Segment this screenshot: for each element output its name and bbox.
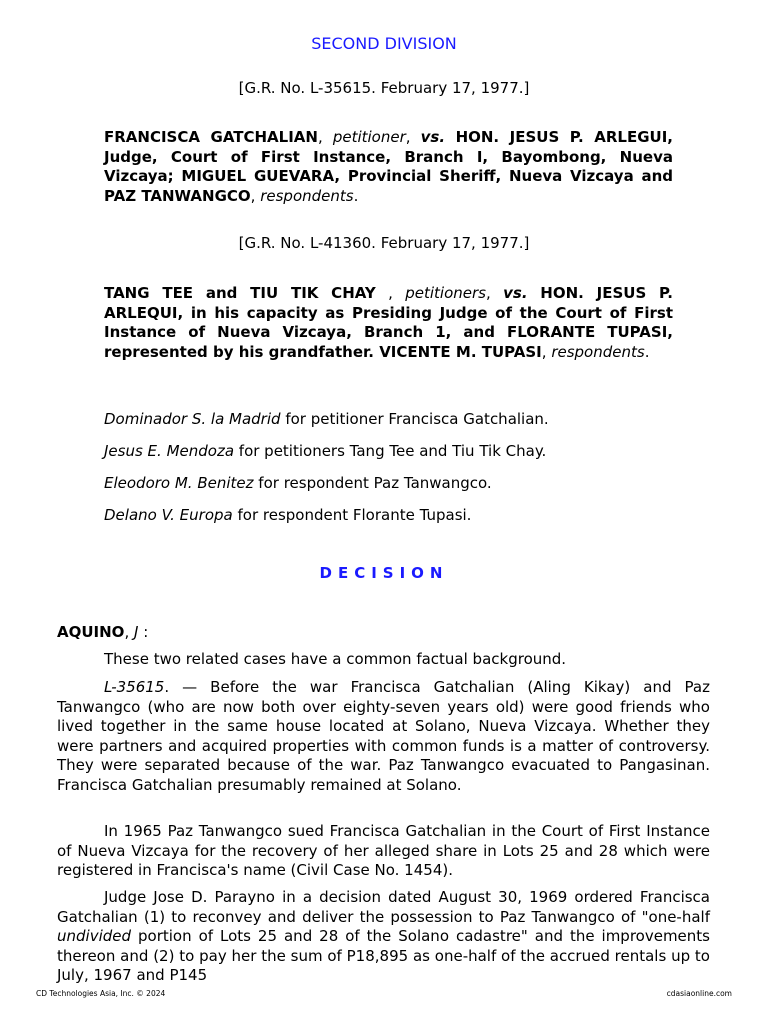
case2-respondents-role: respondents (551, 342, 645, 361)
case2-gr-number: [G.R. No. L-41360. February 17, 1977.] (238, 234, 530, 252)
ponente-title: J (133, 623, 139, 641)
footer-copyright: CD Technologies Asia, Inc. © 2024 (36, 989, 166, 998)
body-paragraph-4: Judge Jose D. Parayno in a decision dated August 30, 1969 ordered Francisca Gatchalian (1) to reconvey and deliver the possession to Paz Tanwangco of "one-half undivided portion of Lots 25 and 28 of the Solano cadastre" and the improvements thereon and (2) to pay her the sum of P18,895 as one-half of the accrued rentals up to July, 1967 and P145 (57, 888, 710, 984)
case-reference: L-35615 (104, 678, 165, 696)
case1-petitioner: FRANCISCA GATCHALIAN (104, 128, 318, 146)
case2-petitioner: TANG TEE and TIU TIK CHAY (104, 284, 376, 302)
counsel-name: Eleodoro M. Benitez (104, 474, 254, 492)
counsel-name: Jesus E. Mendoza (104, 442, 235, 460)
case1-respondents: HON. JESUS P. ARLEGUI, Judge, Court of First Instance, Branch I, Bayombong, Nueva Vizcaya; MIGUEL GUEVARA, Provincial Sheriff, Nueva Vizcaya and PAZ TANWANGCO (104, 128, 674, 205)
division-heading: SECOND DIVISION (311, 34, 457, 53)
case1-versus: vs. (420, 128, 446, 146)
counsel-name: Dominador S. la Madrid (104, 410, 281, 428)
case1-respondents-role: respondents (260, 186, 354, 205)
body-paragraph-2: L-35615. — Before the war Francisca Gatchalian (Aling Kikay) and Paz Tanwangco (who are now both over eighty-seven years old) were good friends who lived together in the same house located at Solano, Nueva Vizcaya. Whether they were partners and acquired properties with common funds is a matter of controversy. They were separated because of the war. Paz Tanwangco evacuated to Pangasinan. Francisca Gatchalian presumably remained at Solano. (57, 678, 710, 794)
body-paragraph-3: In 1965 Paz Tanwangco sued Francisca Gatchalian in the Court of First Instance of Nueva Vizcaya for the recovery of her alleged share in Lots 25 and 28 which were registered in Francisca's name (Civil Case No. 1454). (57, 822, 710, 879)
case2-parties: TANG TEE and TIU TIK CHAY , petitioners, vs. HON. JESUS P. ARLEQUI, in his capacity as Presiding Judge of the Court of First Instance of Nueva Vizcaya, Branch 1, and FLORANTE TUPASI, represented by his grandfather. VICENTE M. TUPASI, respondents. (104, 284, 673, 361)
case1-gr-number: [G.R. No. L-35615. February 17, 1977.] (238, 79, 530, 97)
counsel-name: Delano V. Europa (104, 506, 233, 524)
footer-website: cdasiaonline.com (666, 989, 732, 998)
counsel-line: Jesus E. Mendoza for petitioners Tang Tee and Tiu Tik Chay. (104, 442, 547, 460)
decision-heading: DECISION (319, 564, 449, 582)
case1-petitioner-role: petitioner (332, 128, 406, 146)
case2-respondents: HON. JESUS P. ARLEQUI, in his capacity as Presiding Judge of the Court of First Instance of Nueva Vizcaya, Branch 1, and FLORANTE TUPASI, represented by his grandfather. VICENTE M. TUPASI (104, 284, 673, 361)
case2-versus: vs. (503, 284, 528, 302)
counsel-line: Eleodoro M. Benitez for respondent Paz Tanwangco. (104, 474, 492, 492)
counsel-line: Delano V. Europa for respondent Florante Tupasi. (104, 506, 472, 524)
ponente-name: AQUINO (57, 623, 125, 641)
case2-petitioner-role: petitioners (405, 284, 486, 302)
case1-parties: FRANCISCA GATCHALIAN, petitioner, vs. HON. JESUS P. ARLEGUI, Judge, Court of First Instance, Branch I, Bayombong, Nueva Vizcaya; MIGUEL GUEVARA, Provincial Sheriff, Nueva Vizcaya and PAZ TANWANGCO, respondents. (104, 128, 674, 205)
ponente-line: AQUINO, J : (57, 623, 149, 641)
counsel-line: Dominador S. la Madrid for petitioner Francisca Gatchalian. (104, 410, 549, 428)
body-paragraph-1: These two related cases have a common factual background. (104, 650, 567, 668)
